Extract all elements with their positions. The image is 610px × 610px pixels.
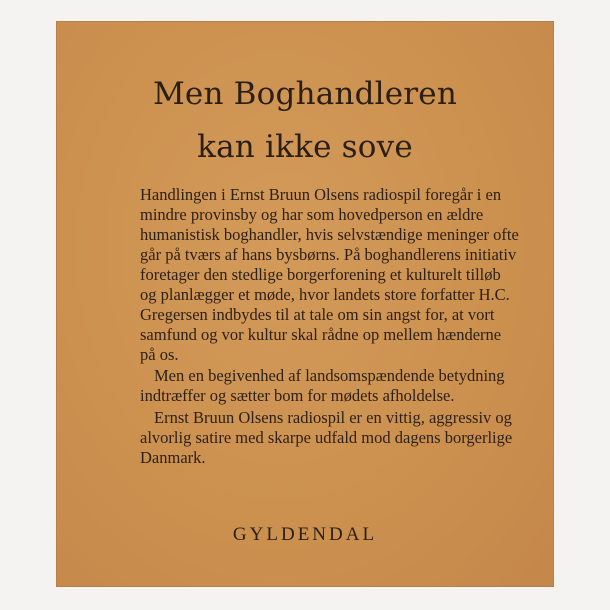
body-line-7: Gregersen indbydes til at tale om sin angst for, at vort <box>140 305 495 324</box>
body-line-3: humanistisk boghandler, hvis selvstændige meninger ofte <box>140 225 519 244</box>
body-line-13: alvorlig satire med skarpe udfald mod dagens borgerlige <box>140 428 513 447</box>
body-line-4: går på tværs af hans bysbørns. På boghandlerens initiativ <box>140 245 517 264</box>
body-line-6: og planlægger et møde, hvor landets store forfatter H.C. <box>140 285 510 304</box>
publisher-name: GYLDENDAL <box>232 524 378 545</box>
title-line-1: Men Boghandleren <box>152 76 458 112</box>
body-line-5: foretager den stedlige borgerforening et kulturelt tilløb <box>140 265 501 284</box>
body-line-8: samfund og vor kultur skal rådne op mellem hænderne <box>140 325 502 344</box>
body-line-1: Handlingen i Ernst Bruun Olsens radiospil foregår i en <box>140 185 502 204</box>
body-line-10: Men en begivenhed af landsomspændende betydning <box>154 366 505 385</box>
book-back-cover <box>56 21 554 587</box>
title-line-2: kan ikke sove <box>197 129 413 165</box>
body-line-11: indtræffer og sætter bom for mødets afholdelse. <box>140 386 455 405</box>
body-line-2: mindre provinsby og har som hovedperson en ældre <box>140 205 484 224</box>
body-line-14: Danmark. <box>140 448 206 467</box>
body-line-12: Ernst Bruun Olsens radiospil er en vittig, aggressiv og <box>154 408 512 427</box>
body-line-9: på os. <box>140 345 179 364</box>
